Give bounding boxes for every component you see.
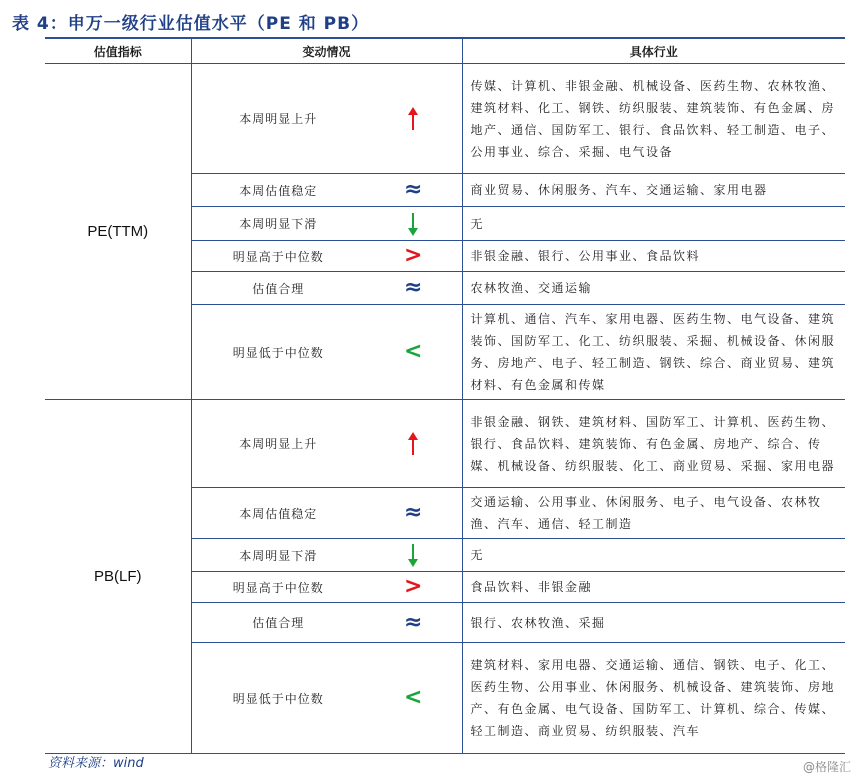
symbol-text: ≈ [404,275,423,300]
less-than-icon [365,643,462,754]
pb-metric-label: PB(LF) [45,400,191,754]
approx-equal-icon [365,272,462,305]
table-row [45,64,845,174]
change-label: 估值合理 [191,272,365,305]
symbol-text: < [404,685,423,710]
change-label: 本周估值稳定 [191,488,365,539]
down-arrow-icon-glyph [407,543,419,567]
down-arrow-icon-glyph [407,212,419,236]
change-label: 本周明显下滑 [191,207,365,241]
up-arrow-icon-glyph [407,107,419,131]
source-note: 资料来源：wind [48,756,144,771]
industry-list: 非银金融、银行、公用事业、食品饮料 [462,241,845,272]
change-label: 估值合理 [191,603,365,643]
up-arrow-icon-glyph [407,432,419,456]
up-arrow-icon [365,64,462,174]
table-title: 表 4：申万一级行业估值水平（PE 和 PB） [12,14,370,34]
greater-than-icon [365,241,462,272]
table-row [45,400,845,488]
industry-list: 无 [462,207,845,241]
header-industry: 具体行业 [462,38,845,64]
industry-list: 银行、农林牧渔、采掘 [462,603,845,643]
symbol-text: ≈ [404,177,423,202]
industry-list: 商业贸易、休闲服务、汽车、交通运输、家用电器 [462,174,845,207]
header-metric: 估值指标 [45,38,191,64]
change-label: 本周明显下滑 [191,539,365,572]
symbol-text: > [404,574,423,599]
down-arrow-icon [365,207,462,241]
less-than-icon [365,305,462,400]
approx-equal-icon [365,174,462,207]
pe-metric-label: PE(TTM) [45,64,191,400]
change-label: 明显低于中位数 [191,643,365,754]
change-label: 本周明显上升 [191,64,365,174]
symbol-text: ≈ [404,500,423,525]
greater-than-icon [365,572,462,603]
industry-list: 交通运输、公用事业、休闲服务、电子、电气设备、农林牧渔、汽车、通信、轻工制造 [462,488,845,539]
change-label: 明显低于中位数 [191,305,365,400]
approx-equal-icon [365,603,462,643]
industry-list: 无 [462,539,845,572]
change-label: 明显高于中位数 [191,572,365,603]
header-row [45,38,845,64]
change-label: 明显高于中位数 [191,241,365,272]
change-label: 本周明显上升 [191,400,365,488]
change-label: 本周估值稳定 [191,174,365,207]
watermark: @格隆汇 [802,760,851,774]
valuation-table [45,37,845,754]
symbol-text: ≈ [404,609,423,635]
industry-list: 非银金融、钢铁、建筑材料、国防军工、计算机、医药生物、银行、食品饮料、建筑装饰、有色金属、房地产、综合、传媒、机械设备、纺织服装、化工、商业贸易、采掘、家用电器 [462,400,845,488]
industry-list: 食品饮料、非银金融 [462,572,845,603]
industry-list: 建筑材料、家用电器、交通运输、通信、钢铁、电子、化工、医药生物、公用事业、休闲服务、机械设备、建筑装饰、房地产、有色金属、电气设备、国防军工、计算机、综合、传媒、轻工制造、商业贸易、纺织服装、汽车 [462,643,845,754]
approx-equal-icon [365,488,462,539]
symbol-text: > [404,243,423,268]
symbol-text: < [404,339,423,364]
industry-list: 计算机、通信、汽车、家用电器、医药生物、电气设备、建筑装饰、国防军工、化工、纺织服装、采掘、机械设备、休闲服务、房地产、电子、轻工制造、钢铁、综合、商业贸易、建筑材料、有色金属和传媒 [462,305,845,400]
down-arrow-icon [365,539,462,572]
header-change: 变动情况 [191,38,462,64]
table-body [45,64,845,754]
up-arrow-icon [365,400,462,488]
industry-list: 农林牧渔、交通运输 [462,272,845,305]
industry-list: 传媒、计算机、非银金融、机械设备、医药生物、农林牧渔、建筑材料、化工、钢铁、纺织服装、建筑装饰、有色金属、房地产、通信、国防军工、银行、食品饮料、轻工制造、电子、公用事业、综合、采掘、电气设备 [462,64,845,174]
